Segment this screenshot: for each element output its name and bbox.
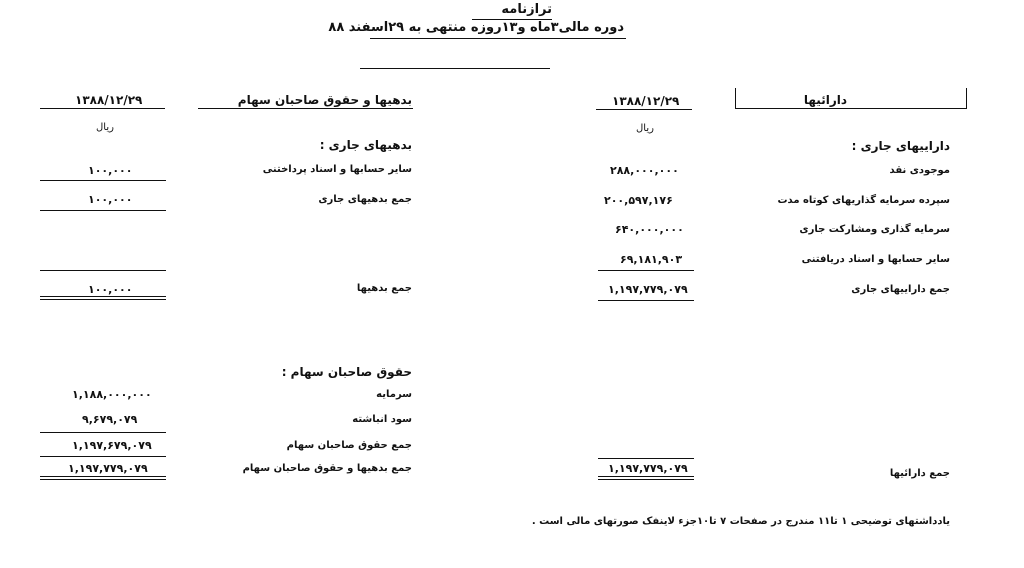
total-liabilities-value: ۱۰۰,۰۰۰ <box>88 283 133 296</box>
equity-row-value: ۹,۶۷۹,۰۷۹ <box>82 413 138 426</box>
asset-row-value: ۶۴۰,۰۰۰,۰۰۰ <box>615 223 684 236</box>
liability-row-value: ۱۰۰,۰۰۰ <box>88 164 133 177</box>
liabilities-unit: ریال <box>96 122 114 133</box>
liabilities-date-underline <box>40 108 165 109</box>
assets-heading: دارائیها <box>803 93 847 107</box>
total-current-assets-label: جمع داراییهای جاری <box>851 284 950 295</box>
grand-total-top-rule <box>40 456 166 457</box>
total-current-liabilities-value: ۱۰۰,۰۰۰ <box>88 193 133 206</box>
asset-row-value: ۲۰۰,۵۹۷,۱۷۶ <box>604 194 673 207</box>
total-equity-value: ۱,۱۹۷,۶۷۹,۰۷۹ <box>72 439 152 452</box>
equity-row-label: سرمایه <box>376 389 412 400</box>
asset-row-label: سایر حسابها و اسناد دریافتنی <box>801 254 950 265</box>
total-current-liabilities-label: جمع بدهیهای جاری <box>318 194 412 205</box>
footnote: یادداشتهای توضیحی ۱ تا۱۱ مندرج در صفحات ۷ تا۱۰جزء لاینفک صورتهای مالی است . <box>531 516 950 527</box>
equity-row-label: سود انباشته <box>352 414 412 425</box>
total-current-assets-value: ۱,۱۹۷,۷۷۹,۰۷۹ <box>608 283 688 296</box>
subtitle-underline <box>370 38 626 39</box>
liability-row-label: سایر حسابها و اسناد پرداختنی <box>262 164 412 175</box>
total-assets-value: ۱,۱۹۷,۷۷۹,۰۷۹ <box>608 462 688 475</box>
asset-row-value: ۶۹,۱۸۱,۹۰۳ <box>620 253 683 266</box>
total-equity-label: جمع حقوق صاحبان سهام <box>286 440 412 451</box>
assets-subtotal-rule <box>598 270 694 271</box>
assets-subtotal-bottom-rule <box>598 300 694 301</box>
asset-row-label: سرمایه گذاری ومشارکت جاری <box>799 224 950 235</box>
current-assets-section-title: داراییهای جاری : <box>851 139 950 153</box>
assets-total-top-rule <box>598 458 694 459</box>
document-subtitle: دوره مالی۳ماه و۱۳روزه منتهی به ۲۹اسفند ۸۸ <box>328 20 624 35</box>
liabilities-heading: بدهیها و حقوق صاحبان سهام <box>237 93 412 107</box>
assets-heading-box <box>735 88 967 109</box>
total-assets-double-rule <box>598 476 694 480</box>
grand-total-double-rule <box>40 476 166 480</box>
current-liabilities-section-title: بدهیهای جاری : <box>319 138 412 152</box>
asset-row-label: موجودی نقد <box>889 165 950 176</box>
equity-subtotal-rule <box>40 432 166 433</box>
liabilities-date: ۱۳۸۸/۱۲/۲۹ <box>75 93 143 107</box>
equity-section-title: حقوق صاحبان سهام : <box>281 365 412 379</box>
grand-total-liabilities-equity-label: جمع بدهیها و حقوق صاحبان سهام <box>242 463 412 474</box>
assets-unit: ریال <box>636 123 654 134</box>
document-title: ترازنامه <box>501 2 552 17</box>
assets-date-underline <box>596 109 692 110</box>
total-assets-label: جمع دارائیها <box>889 468 950 479</box>
asset-row-value: ۲۸۸,۰۰۰,۰۰۰ <box>610 164 679 177</box>
liability-total-top-rule <box>40 270 166 271</box>
liability-current-total-rule <box>40 210 166 211</box>
header-separator <box>360 68 550 69</box>
total-liabilities-double-rule <box>40 296 166 300</box>
liabilities-heading-underline <box>198 108 413 109</box>
total-liabilities-label: جمع بدهیها <box>356 283 412 294</box>
assets-date: ۱۳۸۸/۱۲/۲۹ <box>612 94 680 108</box>
asset-row-label: سپرده سرمایه گذاریهای کوتاه مدت <box>777 195 950 206</box>
equity-row-value: ۱,۱۸۸,۰۰۰,۰۰۰ <box>72 388 152 401</box>
liability-subtotal-rule <box>40 180 166 181</box>
grand-total-liabilities-equity-value: ۱,۱۹۷,۷۷۹,۰۷۹ <box>68 462 148 475</box>
